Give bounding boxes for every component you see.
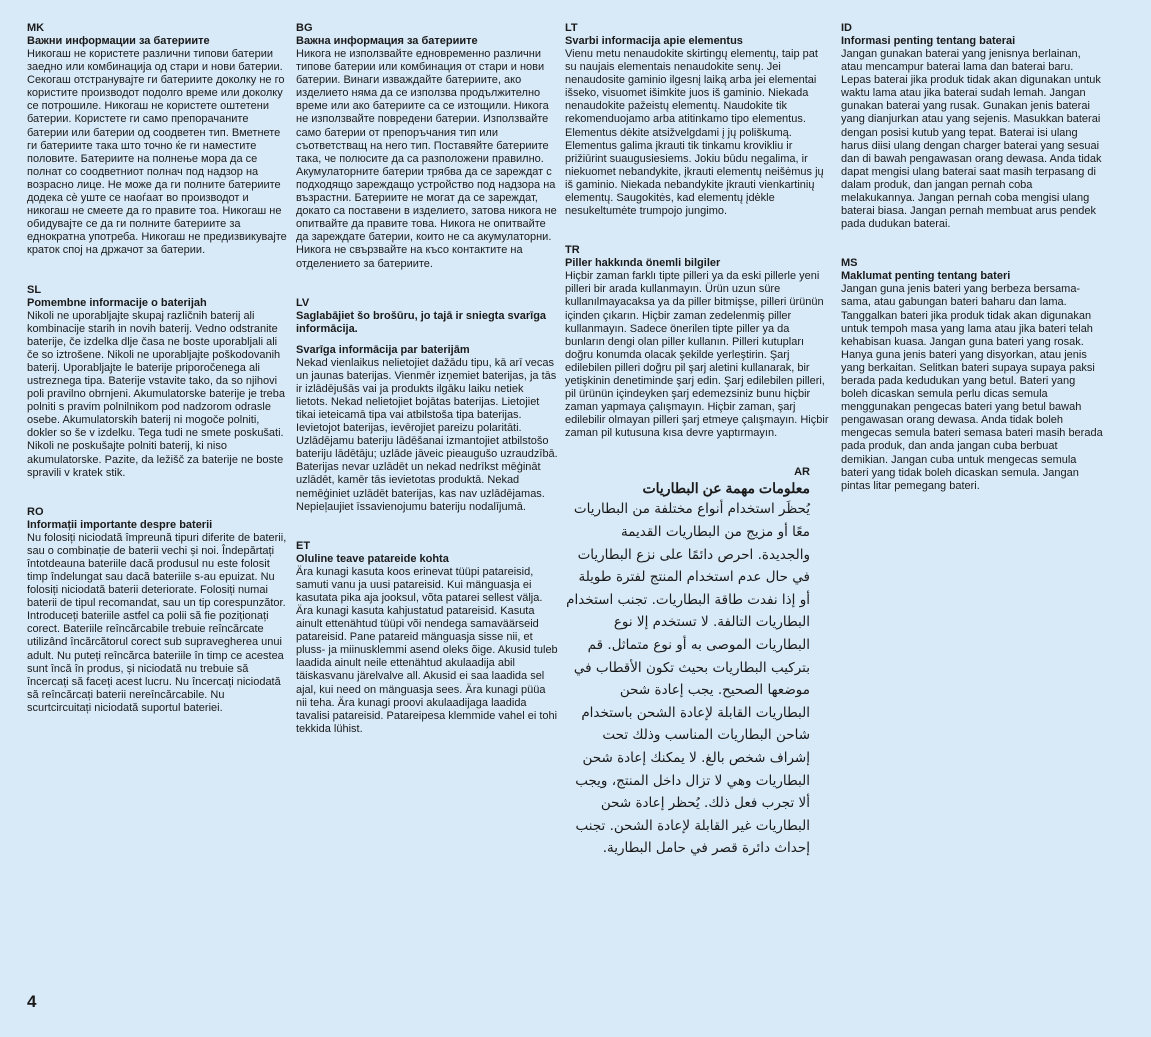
section-title: Важна информация за батериите <box>296 35 478 47</box>
section-body: Nekad vienlaikus nelietojiet dažādu tipu, kā arī vecas un jaunas baterijas. Vienmēr izņemiet baterijas, ja tās ir izlādējušās vai ja produkts ilgāku laiku netiek lietots. Nekad nelietojiet bojātas baterijas. Lietojiet tikai ieteicamā tipa vai atbilstoša tipa baterijas. Ievietojot baterijas, ievērojiet pareizu polaritāti. Uzlādējamu bateriju lādēšanai izmantojiet atbilstošo bateriju lādētāju; uzlāde jāveic pieaugušo uzraudzībā. Baterijas nevar uzlādēt un nekad nedrīkst mēģināt uzlādēt, kamēr tās ievietotas produktā. Nekad nemēģiniet uzlādēt baterijas, kas nav uzlādējamas. Nepieļaujiet īssavienojumu bateriju nodalījumā. <box>296 356 558 513</box>
section-lt <box>565 22 830 218</box>
section-ms <box>841 257 1103 493</box>
section-body: Jangan guna jenis bateri yang berbeza bersama-sama, atau gabungan bateri baharu dan lama. Tanggalkan bateri jika produk tidak akan digunakan untuk tempoh masa yang lama atau jika bateri telah kehabisan kuasa. Jangan guna bateri yang rosak. Hanya guna jenis bateri yang disyorkan, atau jenis yang berkaitan. Selitkan bateri supaya supaya paksi berada pada kedudukan yang betul. Bateri yang boleh dicaskan semula perlu dicas semula menggunakan pengecas bateri yang betul bawah pengawasan orang dewasa. Anda tidak boleh mengecas semula bateri semasa bateri masih berada pada produk, dan anda jangan cuba berbuat demikian. Jangan cuba untuk mengecas semula bateri yang tidak boleh dicaskan semula. Jangan pintas litar pemegang bateri. <box>841 283 1103 492</box>
section-ar <box>565 466 810 860</box>
section-ro <box>27 506 287 715</box>
section-title: معلومات مهمة عن البطاريات <box>642 480 810 497</box>
column-1 <box>27 22 287 741</box>
section-title: Informasi penting tentang baterai <box>841 35 1016 47</box>
page-number: 4 <box>27 992 37 1011</box>
column-4 <box>841 22 1103 519</box>
language-code: LT <box>565 22 578 34</box>
section-bg <box>296 22 558 271</box>
section-intro: Saglabājiet šo brošūru, jo tajā ir sniegta svarīga informācija. <box>296 309 547 335</box>
section-tr <box>565 244 830 440</box>
language-code: RO <box>27 505 44 518</box>
language-code: ET <box>296 539 311 552</box>
section-title: Pomembne informacije o baterijah <box>27 296 207 309</box>
language-code: MS <box>841 257 858 270</box>
section-title: Svarīga informācija par baterijām <box>296 343 470 356</box>
section-body: Никога не използвайте едновременно различни типове батерии или комбинация от стари и нови батерии. Винаги изваждайте батериите, ако изделието няма да се използва продължително време или ако батериите са се изтощили. Никога не използвайте повредени батерии. Използвайте само батерии от препоръчания тип или съответстващ на него тип. Поставяйте батериите така, че полюсите да са разположени правилно. Акумулаторните батерии трябва да се зареждат с подходящо зареждащо устройство под надзора на възрастни. Батериите не могат да се зареждат, докато са поставени в изделието, затова никога не опитвайте да правите това. Никога не опитвайте да зареждате батерии, които не са акумулаторни. Никога не свързвайте на късо контактите на отделението за батериите. <box>296 48 557 270</box>
language-code: LV <box>296 296 310 309</box>
language-code: SL <box>27 283 42 296</box>
section-body: Nikoli ne uporabljajte skupaj različnih baterij ali kombinacije starih in novih baterij. Vedno odstranite baterije, če izdelka dlje časa ne boste uporabljali ali če so iztrošene. Nikoli ne uporabljajte poškodovanih baterij. Uporabljajte le baterije priporočenega ali ustreznega tipa. Baterije vstavite tako, da so njihovi poli pravilno obrnjeni. Akumulatorske baterije je treba polniti s pravim polnilnikom pod nadzorom odrasle osebe. Akumulatorskih baterij ni mogoče polniti, dokler so še v izdelku. Tega tudi ne smete poskušati. Nikoli ne poskušajte polniti baterij, ki niso akumulatorske. Pazite, da ležišč za baterije ne boste spravili v kratek stik. <box>27 309 286 479</box>
section-body: Никогаш не користете различни типови батерии заедно или комбинација од стари и нови батерии. Секогаш отстранувајте ги батериите доколку не го користите производот подолго време или доколку се потрошиле. Никогаш не користете оштетени батерии. Користете ги само препорачаните батерии или батерии од соодветен тип. Вметнете ги батериите така што точно ќе ги наместите половите. Батериите на полнење мора да се полнат со соодветниот полнач под надзор на возрасно лице. Не може да ги полните батериите додека сѐ уште се наоѓаат во производот и никогаш не смеете да го правите тоа. Никогаш не обидувајте се да ги полните батериите за еднократна употреба. Никогаш не предизвикувајте краток спој на држачот за батерии. <box>27 48 287 257</box>
section-body: Nu folosiți niciodată împreună tipuri diferite de baterii, sau o combinație de baterii vechi și noi. Îndepărtați întotdeauna bateriile dacă produsul nu este folosit timp îndelungat sau dacă bateriile s-au epuizat. Nu folosiți niciodată baterii deteriorate. Folosiți numai baterii de tipul recomandat, sau un tip corespunzător. Introduceți bateriile astfel ca polii să fie poziționați corect. Bateriile reîncărcabile trebuie reîncărcate utilizând încărcătorul corect sub supravegherea unui adult. Nu puteți reîncărca bateriile în timp ce acestea sunt încă în produs, și niciodată nu trebuie să încercați să faceți acest lucru. Nu încercați niciodată să reîncărcați baterii nereîncărcabile. Nu scurtcircuitați niciodată suportul bateriei. <box>27 531 287 714</box>
column-2 <box>296 22 558 762</box>
section-body: Ära kunagi kasuta koos erinevat tüüpi patareisid, samuti vanu ja uusi patareisid. Kui mänguasja ei kasutata pika aja jooksul, võta patarei sellest välja. Ära kunagi kasuta kahjustatud patareisid. Kasuta ainult ettenähtud tüüpi või nendega samaväärseid patareisid. Pane patareid mänguasja sisse nii, et pluss- ja miinusklemmi asend oleks õige. Akusid tuleb laadida ainult neile ettenähtud akulaadija abil täiskasvanu järelvalve all. Akusid ei saa laadida sel ajal, kui need on mänguasja sees. Ära kunagi püüa nii teha. Ära kunagi proovi akulaadijaga laadida tavalisi patareisid. Patareipesa klemmide vahel ei tohi tekkida lühist. <box>296 565 558 735</box>
section-title: Svarbi informacija apie elementus <box>565 35 743 47</box>
language-code: TR <box>565 244 580 257</box>
section-title: Piller hakkında önemli bilgiler <box>565 257 721 270</box>
language-code: MK <box>27 22 45 34</box>
section-et <box>296 540 558 736</box>
section-title: Informații importante despre baterii <box>27 518 213 531</box>
section-body: يُحظَر استخدام أنواع مختلفة من البطاريات معًا أو مزيج من البطاريات القديمة والجديدة. احرص دائمًا على نزع البطاريات في حال عدم استخدام المنتج لفترة طويلة أو إذا نفدت طاقة البطاريات. تجنب استخدام البطاريات التالفة. لا تستخدم إلا نوع البطاريات الموصى به أو نوع متماثل. قم بتركيب البطاريات بحيث تكون الأقطاب في موضعها الصحيح. يجب إعادة شحن البطاريات القابلة لإعادة الشحن باستخدام شاحن البطاريات المناسب وذلك تحت إشراف شخص بالغ. لا يمكنك إعادة شحن البطاريات وهي لا تزال داخل المنتج، ويجب ألا تجرب فعل ذلك. يُحظر إعادة شحن البطاريات غير القابلة لإعادة الشحن. تجنب إحداث دائرة قصر في حامل البطارية. <box>566 501 810 857</box>
section-title: Важни информации за батериите <box>27 35 210 47</box>
section-sl <box>27 284 287 480</box>
section-body: Vienu metu nenaudokite skirtingų elementų, taip pat su naujais elementais nenaudokite senų. Jei nenaudosite gaminio ilgesnį laiką arba jei elementai išseko, visuomet išimkite juos iš gaminio. Niekada nenaudokite pažeistų elementų. Naudokite tik rekomenduojamo arba atitinkamo tipo elementus. Elementus dėkite atsižvelgdami į jų poliškumą. Elementus galima įkrauti tik tinkamu krovikliu ir prižiūrint suaugusiesiems. Jokiu būdu negalima, ir niekuomet nebandykite, įkrauti elementų neišėmus jų iš gaminio. Niekada nebandykite įkrauti vienkartinių elementų. Saugokitės, kad elementų įdėkle nesukeltumėte trumpojo jungimo. <box>565 48 824 218</box>
section-title: Maklumat penting tentang bateri <box>841 270 1011 283</box>
section-lv <box>296 297 558 514</box>
language-code: ID <box>841 22 852 34</box>
language-code: BG <box>296 22 313 34</box>
section-body: Hiçbir zaman farklı tipte pilleri ya da eski pillerle yeni pilleri bir arada kullanmayın. Ürün uzun süre kullanılmayacaksa ya da piller bitmişse, pilleri ürünün içinden çıkarın. Hiçbir zaman zedelenmiş piller kullanmayın. Sadece önerilen tipte piller ya da bunların dengi olan piller kullanın. Pilleri kutupları doğru konumda olacak şekilde yerleştirin. Şarj edilebilen pilleri doğru pil şarj aletini kullanarak, bir yetişkinin denetiminde şarj edin. Şarj edilebilen pilleri, pil ürünün içindeyken şarj edemezsiniz bunu hiçbir zaman yapmaya çalışmayın. Hiçbir zaman, şarj edilebilir olmayan pilleri şarj etmeye çalışmayın. Hiçbir zaman pil kutusuna kısa devre yaptırmayın. <box>565 270 829 440</box>
column-3 <box>565 22 830 886</box>
language-code: AR <box>794 466 810 479</box>
section-title: Oluline teave patareide kohta <box>296 552 449 565</box>
section-id <box>841 22 1103 231</box>
section-mk <box>27 22 287 258</box>
section-body: Jangan gunakan baterai yang jenisnya berlainan, atau mencampur baterai lama dan baterai baru. Lepas baterai jika produk tidak akan digunakan untuk waktu lama atau jika baterai sudah lemah. Jangan gunakan baterai yang rusak. Gunakan jenis baterai yang dianjurkan atau yang sejenis. Masukkan baterai dengan posisi kutub yang tepat. Baterai isi ulang harus diisi ulang dengan charger baterai yang sesuai dan di bawah pengawasan orang dewasa. Anda tidak dapat mengisi ulang baterai saat masih terpasang di dalam produk, dan jangan pernah coba melakukannya. Jangan pernah coba mengisi ulang baterai biasa. Jangan pernah membuat arus pendek pada dudukan baterai. <box>841 48 1102 231</box>
